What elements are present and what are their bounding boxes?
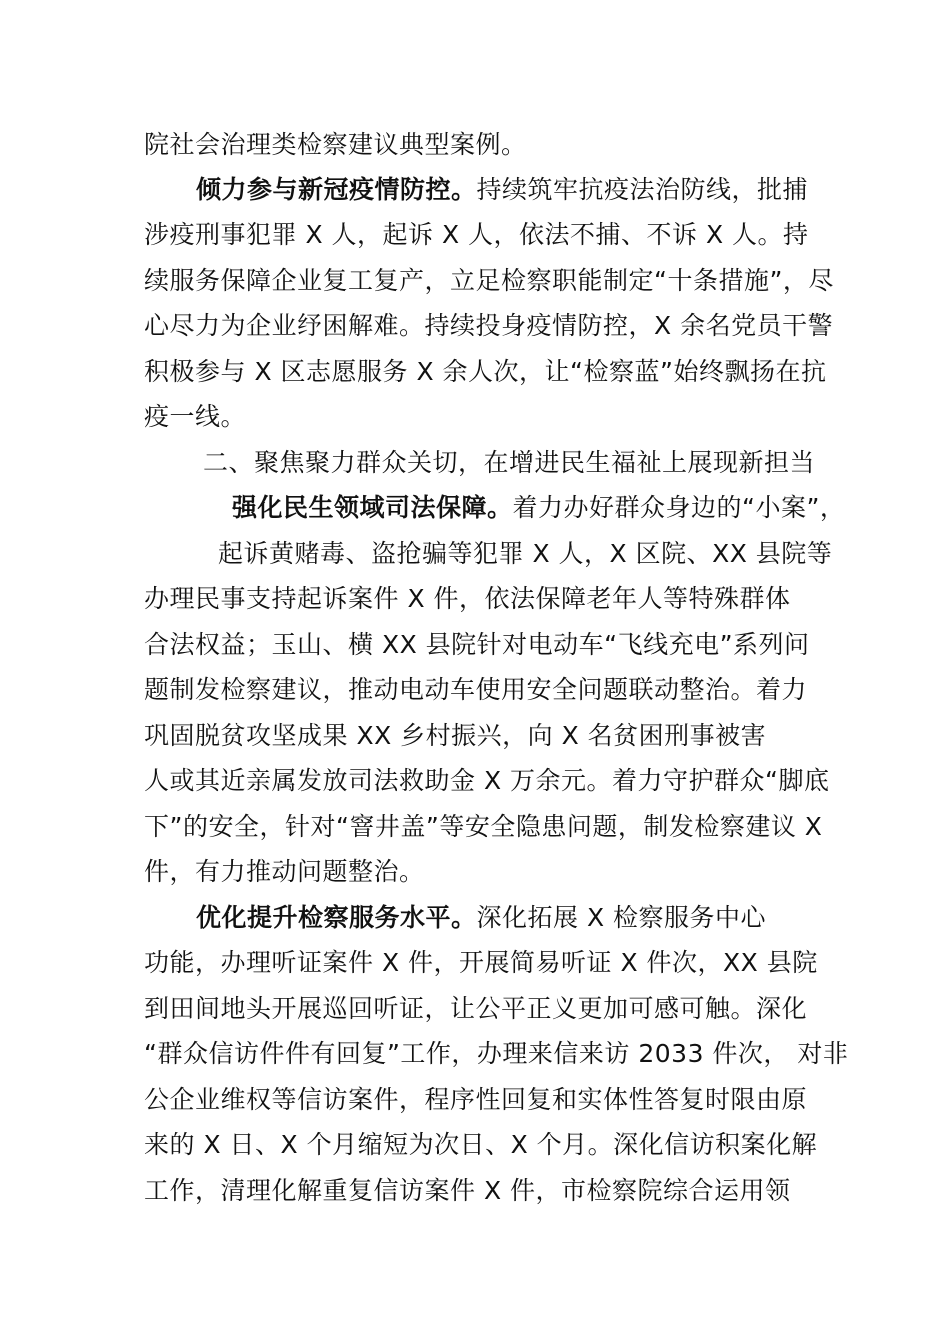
line-text: 深化拓展 X 检察服务中心: [476, 903, 767, 932]
line-text: 工作，清理化解重复信访案件 X 件，市检察院综合运用领: [144, 1176, 791, 1205]
line-text: 到田间地头开展巡回听证，让公平正义更加可感可触。深化: [144, 994, 808, 1023]
line-text: 疫一线。: [144, 402, 247, 431]
paragraph-line: [144, 625, 810, 665]
paragraph-line: [144, 670, 807, 710]
line-text: 件，有力推动问题整治。: [144, 857, 425, 886]
line-text: 巩固脱贫攻坚成果 XX 乡村振兴，向 X 名贫困刑事被害: [144, 721, 767, 750]
paragraph-line: [144, 397, 246, 437]
line-text: 起诉黄赌毒、盗抢骗等犯罪 X 人，X 区院、XX 县院等: [218, 539, 833, 568]
paragraph-line: [144, 579, 791, 619]
line-text: 持续筑牢抗疫法治防线，批捕: [476, 175, 809, 204]
paragraph-line: [144, 852, 425, 892]
line-text: 涉疫刑事犯罪 X 人，起诉 X 人，依法不捕、不诉 X 人。持: [144, 220, 809, 249]
line-text: 办理民事支持起诉案件 X 件，依法保障老年人等特殊群体: [144, 584, 791, 613]
line-text: 合法权益；玉山、横 XX 县院针对电动车“飞线充电”系列问: [144, 630, 810, 659]
paragraph-line: [144, 989, 807, 1029]
paragraph-line: [144, 761, 829, 801]
paragraph-line: [144, 716, 766, 756]
line-text: 二、聚焦聚力群众关切，在增进民生福祉上展现新担当: [203, 448, 816, 477]
line-text: 公企业维权等信访案件，程序性回复和实体性答复时限由原: [144, 1085, 808, 1114]
paragraph-heading: 倾力参与新冠疫情防控。: [196, 175, 477, 204]
paragraph-line: [144, 352, 826, 392]
paragraph-line: [196, 898, 766, 938]
line-text: 心尽力为企业纾困解难。持续投身疫情防控，X 余名党员干警: [144, 311, 834, 340]
line-text: 着力办好群众身边的“小案”，: [512, 493, 846, 522]
line-text: “群众信访件件有回复”工作，办理来信来访 2033 件次， 对非: [144, 1039, 849, 1068]
line-text: 题制发检察建议，推动电动车使用安全问题联动整治。着力: [144, 675, 808, 704]
paragraph-line: [144, 261, 834, 301]
paragraph-line: [232, 488, 845, 528]
paragraph-line: [218, 534, 832, 574]
paragraph-line: [144, 125, 527, 165]
paragraph-line: [144, 1125, 817, 1165]
section-heading: [203, 443, 815, 483]
line-text: 来的 X 日、X 个月缩短为次日、X 个月。深化信访积案化解: [144, 1130, 818, 1159]
paragraph-heading: 优化提升检察服务水平。: [196, 903, 477, 932]
line-text: 下”的安全，针对“窨井盖”等安全隐患问题，制发检察建议 X: [144, 812, 823, 841]
line-text: 功能，办理听证案件 X 件，开展简易听证 X 件次，XX 县院: [144, 948, 818, 977]
line-text: 院社会治理类检察建议典型案例。: [144, 130, 527, 159]
line-text: 积极参与 X 区志愿服务 X 余人次，让“检察蓝”始终飘扬在抗: [144, 357, 827, 386]
paragraph-line: [144, 215, 809, 255]
paragraph-line: [144, 807, 822, 847]
paragraph-line: [144, 1034, 848, 1074]
paragraph-line: [196, 170, 808, 210]
paragraph-line: [144, 306, 833, 346]
paragraph-heading: 强化民生领域司法保障。: [232, 493, 513, 522]
paragraph-line: [144, 1080, 807, 1120]
paragraph-line: [144, 943, 818, 983]
line-text: 续服务保障企业复工复产，立足检察职能制定“十条措施”，尽: [144, 266, 834, 295]
paragraph-line: [144, 1171, 791, 1211]
line-text: 人或其近亲属发放司法救助金 X 万余元。着力守护群众“脚底: [144, 766, 830, 795]
